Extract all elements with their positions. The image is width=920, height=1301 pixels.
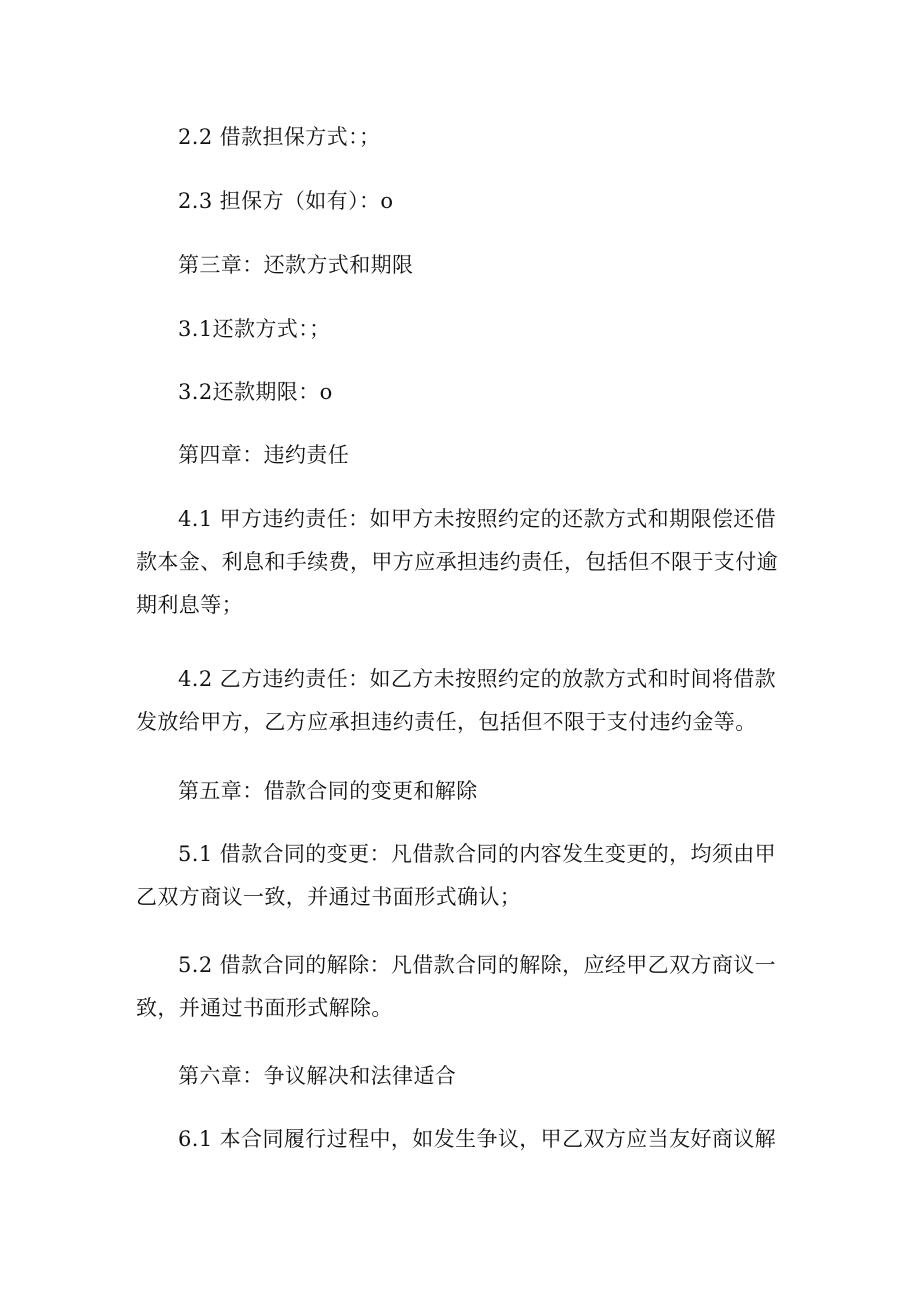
- clause-2-2: 2.2 借款担保方式：；: [178, 125, 381, 149]
- clause-2-3: 2.3 担保方（如有）：o: [178, 189, 394, 213]
- chapter-5-heading: 第五章：借款合同的变更和解除: [178, 779, 478, 803]
- chapter-6-heading: 第六章：争议解决和法律适合: [178, 1064, 457, 1088]
- clause-5-2: 5.2 借款合同的解除：凡借款合同的解除，应经甲乙双方商议一致，并通过书面形式解除。: [136, 953, 777, 1020]
- clause-3-2: 3.2还款期限：o: [178, 380, 333, 404]
- clause-4-1: 4.1 甲方违约责任：如甲方未按照约定的还款方式和期限偿还借款本金、利息和手续费，甲方应承担违约责任，包括但不限于支付逾期利息等；: [136, 507, 778, 617]
- clause-3-1: 3.1还款方式：；: [178, 317, 331, 341]
- clause-6-1: 6.1 本合同履行过程中，如发生争议，甲乙双方应当友好商议解: [178, 1127, 777, 1151]
- clause-4-2: 4.2 乙方违约责任：如乙方未按照约定的放款方式和时间将借款发放给甲方，乙方应承担违约责任，包括但不限于支付违约金等。: [136, 667, 777, 734]
- clause-5-1: 5.1 借款合同的变更：凡借款合同的内容发生变更的，均须由甲乙双方商议一致，并通过书面形式确认；: [136, 842, 777, 909]
- chapter-3-heading: 第三章：还款方式和期限: [178, 253, 414, 277]
- chapter-4-heading: 第四章：违约责任: [178, 443, 350, 467]
